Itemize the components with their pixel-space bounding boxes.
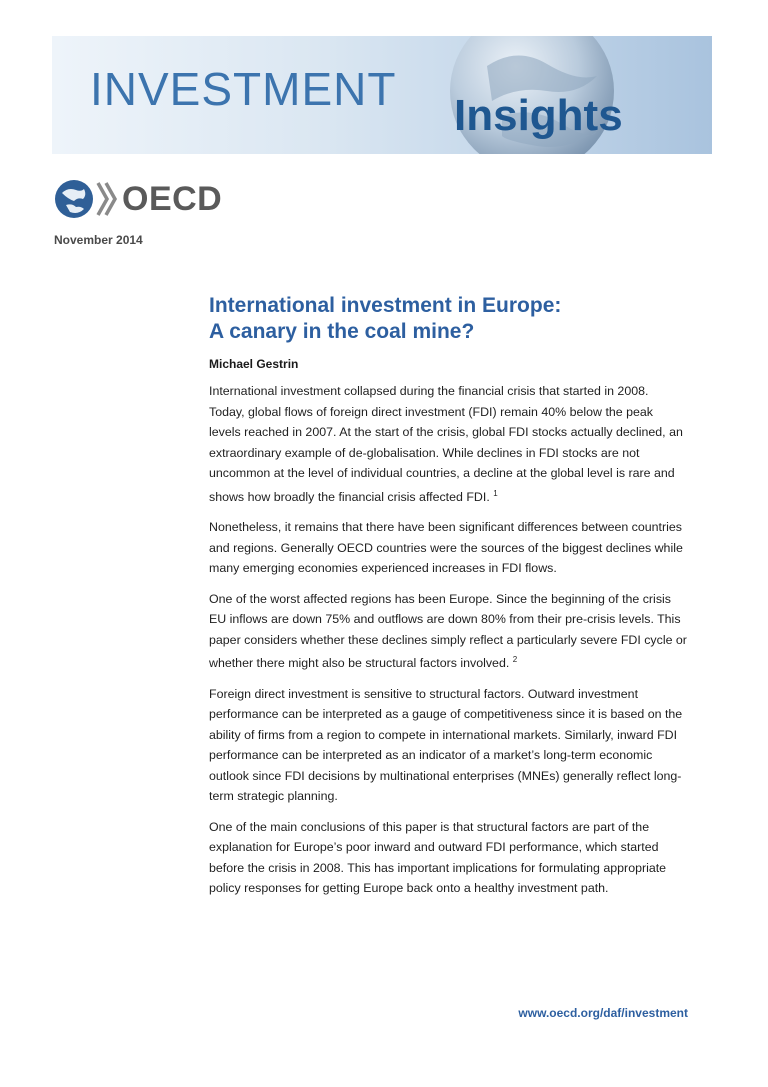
header-banner [52, 36, 712, 154]
globe-icon [54, 179, 94, 219]
article-title [209, 293, 687, 345]
footnote-ref[interactable]: 1 [493, 488, 498, 498]
article [209, 293, 687, 909]
paragraph: One of the main conclusions of this paper is that structural factors are part of the explanation for Europe’s poor inward and outward FDI performance, which started before the crisis in 2008. This has important implications for formulating appropriate policy responses for getting Europe back onto a healthy investment path. [209, 819, 667, 896]
banner-subtitle: Insights [454, 91, 623, 140]
oecd-logo [54, 178, 222, 220]
article-author: Michael Gestrin [209, 357, 299, 371]
footnote-ref[interactable]: 2 [512, 655, 518, 665]
paragraph: Nonetheless, it remains that there have been significant differences between countries and regions. Generally OECD countries were the sources of the biggest declines while many emerging economies experienced increases in FDI flows. [209, 520, 683, 576]
chevron-right-icon [96, 179, 118, 219]
banner-title: INVESTMENT [90, 63, 397, 115]
publication-date: November 2014 [54, 233, 143, 247]
article-title-line2: A canary in the coal mine? [209, 320, 475, 343]
article-title-line1: International investment in Europe: [209, 294, 562, 317]
paragraph: One of the worst affected regions has been Europe. Since the beginning of the crisis EU inflows are down 75% and outflows are down 80% from their pre-crisis levels. This paper considers whether these declines simply reflect a particularly severe FDI cycle or whether there might also be structural factors involved. $^2$ [209, 591, 687, 671]
paragraph: Foreign direct investment is sensitive to structural factors. Outward investment performance can be interpreted as a gauge of competitiveness since it is based on the ability of firms from a region to compete in international markets. Similarly, inward FDI performance can be interpreted as an indicator of a market’s long-term economic outlook since FDI decisions by multinational enterprises (MNEs) generally reflect long-term strategic planning. [209, 686, 683, 804]
logo-text: OECD [122, 179, 223, 218]
paragraph: International investment collapsed during the financial crisis that started in 2008. Today, global flows of foreign direct investment (FDI) remain 40% below the peak levels reached in 2007. At the start of the crisis, global FDI stocks actually declined, an extraordinary example of de-globalisation. While declines in FDI stocks are not uncommon at the level of individual countries, a decline at the global level is rare and shows how broadly the financial crisis affected FDI. $^1$ [209, 384, 683, 504]
footer-website-link[interactable]: www.oecd.org/daf/investment [518, 1006, 688, 1020]
